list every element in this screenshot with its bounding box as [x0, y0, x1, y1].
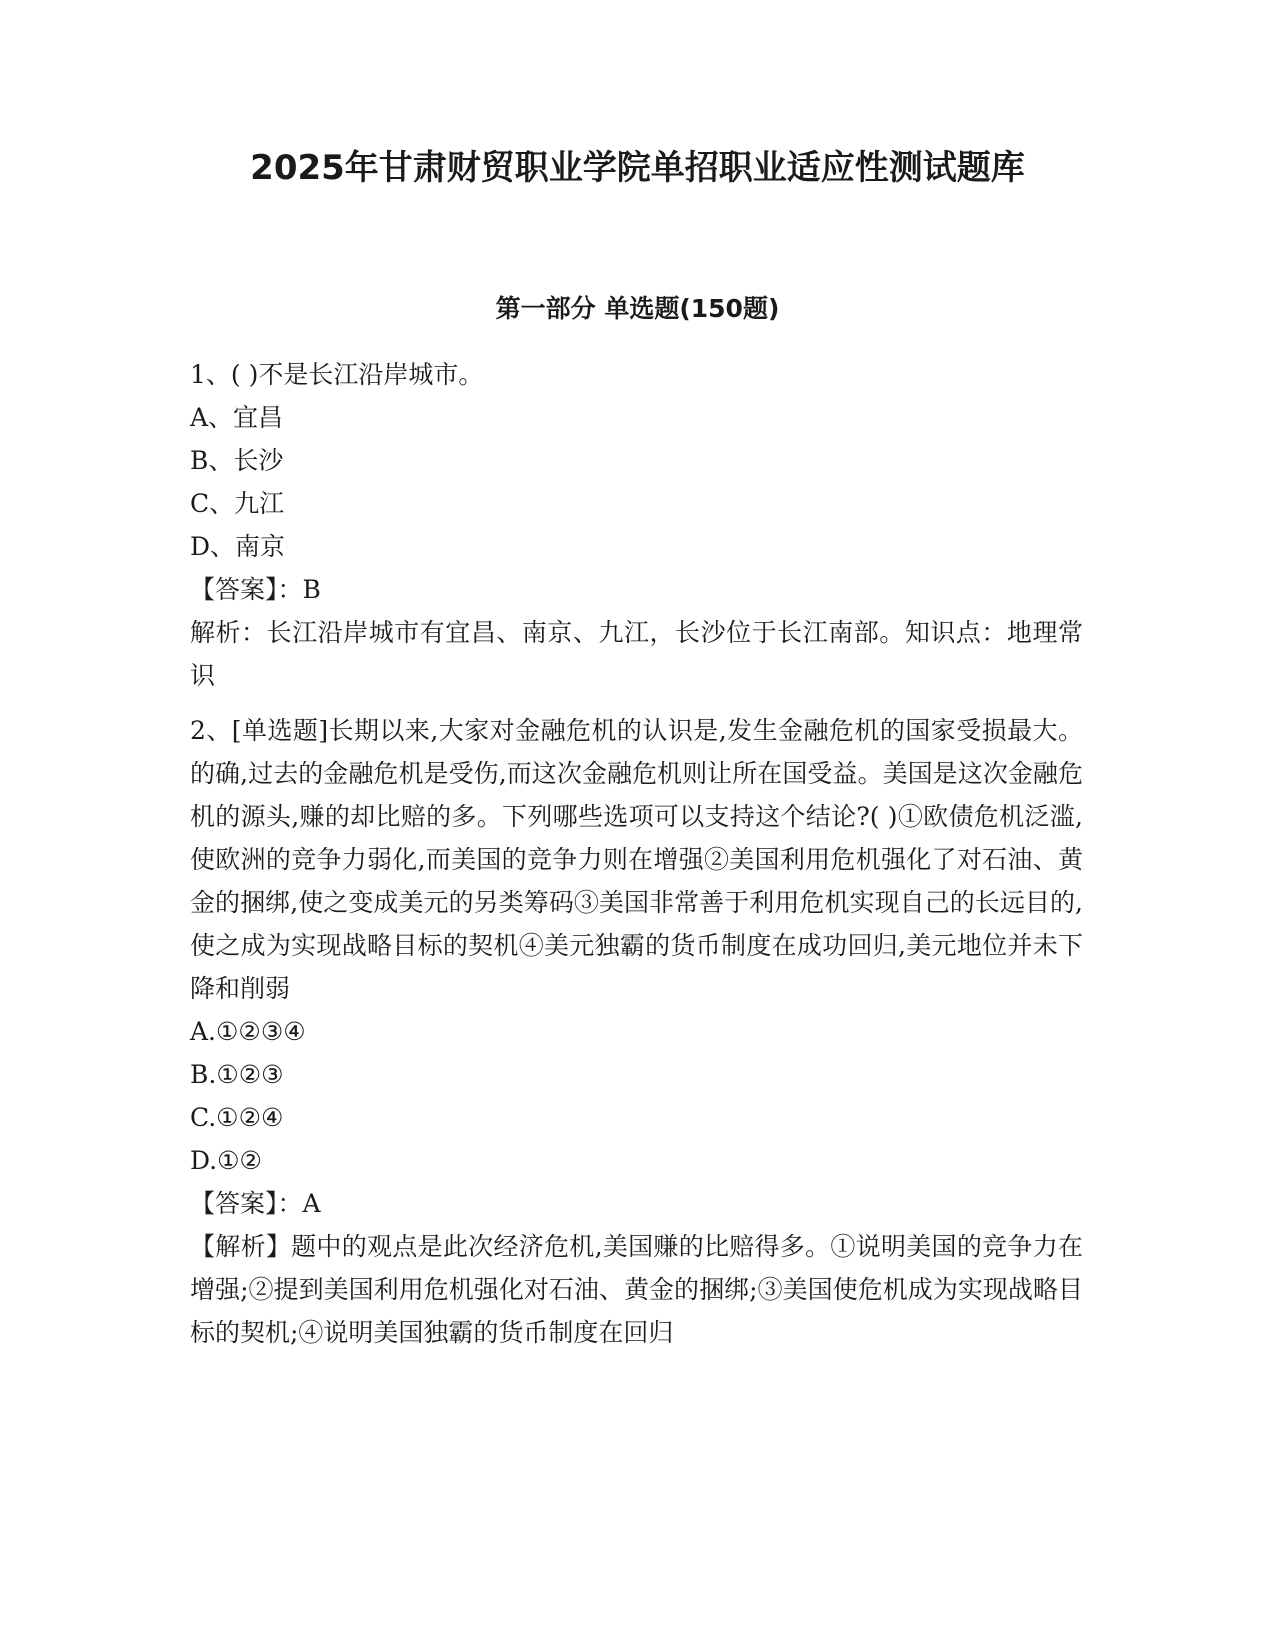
explanation-text: 解析：长江沿岸城市有宜昌、南京、九江，长沙位于长江南部。知识点：地理常识: [190, 618, 1083, 690]
question-item: [190, 709, 1083, 1354]
question-stem: 1、( )不是长江沿岸城市。: [190, 360, 484, 389]
option-d: D.①②: [190, 1146, 262, 1175]
question-item: [190, 353, 1083, 697]
answer-line: 【答案】：A: [190, 1189, 321, 1218]
question-stem: 2、[单选题]长期以来,大家对金融危机的认识是,发生金融危机的国家受损最大。的确,过去的金融危机是受伤,而这次金融危机则让所在国受益。美国是这次金融危机的源头,赚的却比赔的多。下列哪些选项可以支持这个结论?( )①欧债危机泛滥,使欧洲的竞争力弱化,而美国的竞争力则在增强②美国利用危机强化了对石油、黄金的捆绑,使之变成美元的另类筹码③美国非常善于利用危机实现自己的长远目的,使之成为实现战略目标的契机④美元独霸的货币制度在成功回归,美元地位并未下降和削弱: [190, 716, 1083, 1003]
option-c: C、九江: [190, 489, 285, 518]
option-c: C.①②④: [190, 1103, 284, 1132]
section-title: 第一部分 单选题(150题): [495, 294, 780, 323]
question-list: [190, 353, 1083, 1354]
option-b: B.①②③: [190, 1060, 284, 1089]
option-d: D、南京: [190, 532, 286, 561]
answer-line: 【答案】：B: [190, 575, 321, 604]
document-title: 2025年甘肃财贸职业学院单招职业适应性测试题库: [250, 148, 1025, 188]
option-a: A.①②③④: [190, 1017, 306, 1046]
option-a: A、宜昌: [190, 403, 284, 432]
option-b: B、长沙: [190, 446, 284, 475]
question-spacer: [190, 697, 1083, 709]
explanation-text: 【解析】题中的观点是此次经济危机,美国赚的比赔得多。①说明美国的竞争力在增强;②提到美国利用危机强化对石油、黄金的捆绑;③美国使危机成为实现战略目标的契机;④说明美国独霸的货币制度在回归: [190, 1232, 1083, 1347]
